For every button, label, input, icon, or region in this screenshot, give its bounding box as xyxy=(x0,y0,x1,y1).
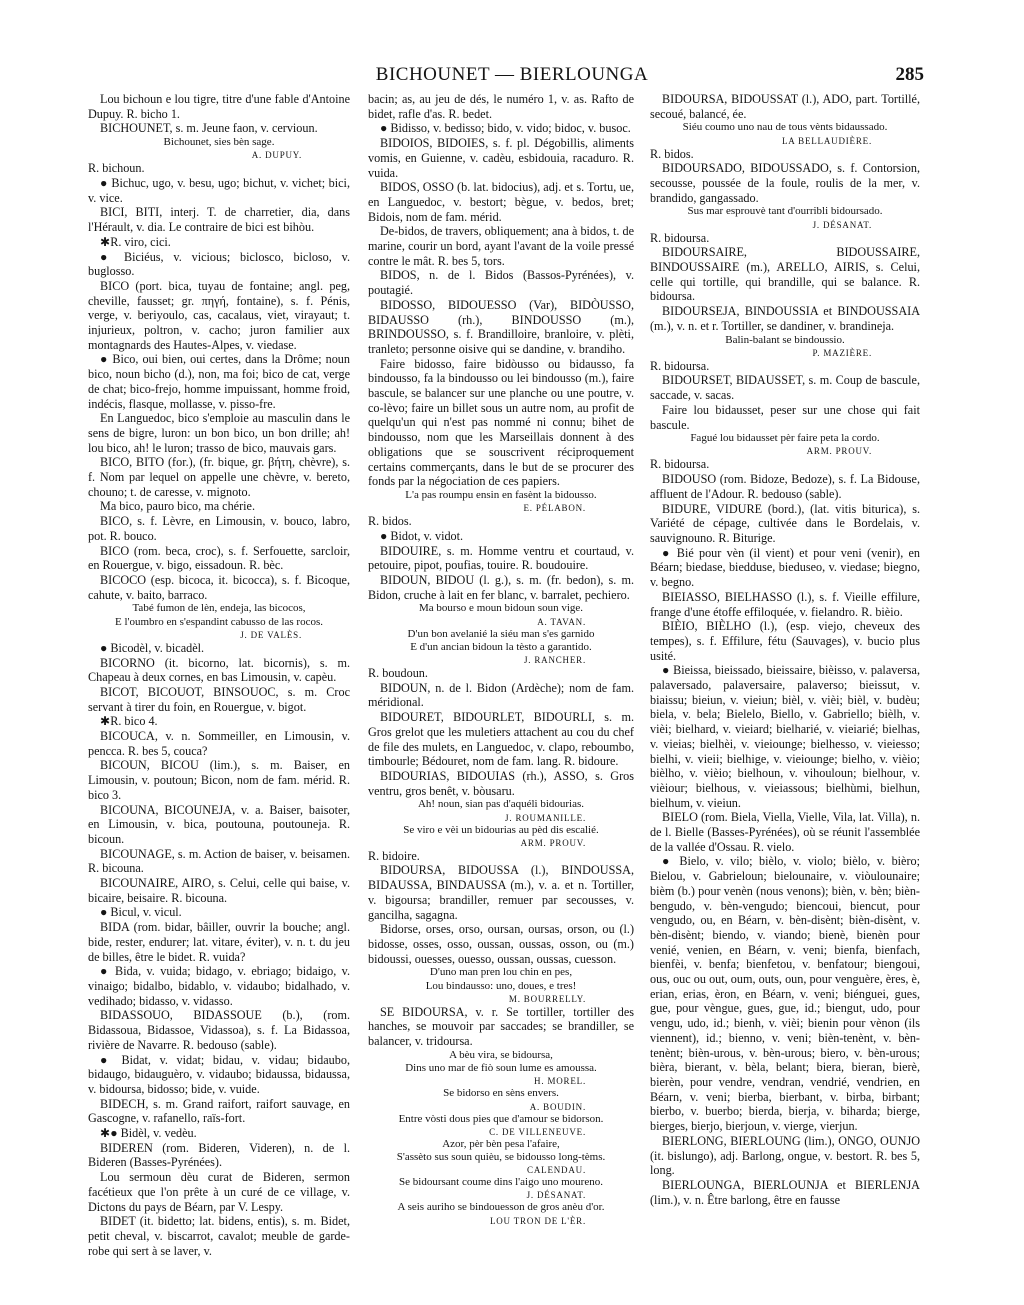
quotation-line: Ma bourso e moun bidoun soun vige. xyxy=(418,602,584,615)
dictionary-entry: BIDOURSET, BIDAUSSET, s. m. Coup de bascule, saccade, v. sacas. xyxy=(650,373,920,403)
quotation-line: E l'oumbro en s'espandint cabusso de las rocos. xyxy=(114,615,324,628)
quotation-line: Dins uno mar de fiò soun lume es amoussa. xyxy=(405,1062,597,1075)
quotation-line: A seis auriho se bindouesson de gros anèu d'or. xyxy=(397,1201,605,1214)
etymology-reference: R. bichoun. xyxy=(88,161,145,176)
dictionary-entry: BIELO (rom. Biela, Viella, Vielle, Vila, lat. Villa), n. de l. Bielle (Basses-Pyrénées), où se réunit l'assemblée de la vallée d'Ossau. R. vielo. xyxy=(650,810,920,854)
quotation-attribution: A. TAVAN. xyxy=(537,616,586,627)
dictionary-entry: Ma bico, pauro bico, ma chérie. xyxy=(100,499,255,514)
dictionary-entry: De-bidos, de travers, obliquement; ana à bidos, t. de marine, courir un bord, ayant l'avant de la voile pressé contre le mât. R. bes 5, tors. xyxy=(368,224,634,268)
quotation-line: Tabé fumon de lèn, endeja, las bicocos, xyxy=(132,602,306,615)
dictionary-entry: ● Bico, oui bien, oui certes, dans la Drôme; noun bico, noun bicho (d.), non, ma foi; bico de cat, verge de chat; bico-frejo, homme impuissant, homme froid, indécis, flasque, mollasse, v. pisso-fre. xyxy=(88,352,350,411)
dictionary-entry: ✱R. bico 4. xyxy=(100,714,158,729)
dictionary-entry: BICOUN, BICOU (lim.), s. m. Baiser, en Limousin, v. poutoun; Bicon, nom de fam. mérid. R. bico 3. xyxy=(88,758,350,802)
dictionary-entry: BIDOURSAIRE, BIDOUSSAIRE, BINDOUSSAIRE (m.), ARELLO, AIRIS, s. Celui, celle qui tortille, qui brandille, qui se balance. R. bidoursa. xyxy=(650,245,920,304)
dictionary-entry: BICOT, BICOUOT, BINSOUOC, s. m. Croc servant à tirer du foin, en Rouergue, v. bigot. xyxy=(88,684,350,714)
dictionary-entry: Lou sermoun dèu curat de Bideren, sermon facétieux que l'on prête à un curé de ce village, v. Dictons du pays de Béarn, par V. Lespy. xyxy=(88,1170,350,1214)
quotation-line: D'un bon avelanié la siéu man s'es garnido xyxy=(407,627,595,640)
dictionary-entry: Lou bichoun e lou tigre, titre d'une fable d'Antoine Dupuy. R. bicho 1. xyxy=(88,92,350,121)
dictionary-entry: BIDECH, s. m. Grand raifort, raifort sauvage, en Gascogne, v. rafanello, raïs-fort. xyxy=(88,1096,350,1126)
etymology-reference: R. boudoun. xyxy=(368,666,428,681)
quotation-line: Entre vòsti dous pies que d'amour se bidorson. xyxy=(398,1112,604,1125)
quotation-line: Fagué lou bidausset pèr faire peta la cordo. xyxy=(690,432,880,445)
quotation-attribution: LA BELLAUDIÈRE. xyxy=(782,135,872,146)
dictionary-entry: Faire bidosso, faire bidòusso ou bidausso, fa bindousso, fa la bindousso ou lei bindousso (m.), faire bascule, se balancer sur une planche ou une poutre, v. co-lèvo; faire un billet sous un autre nom, au profit de quelqu'un qui n'est pas nommé ni connu; bihet de bindousso, nom que les Marseillais donnent à des obligations que se souscrivent réciproquement certains commerçants, dans le but de se procurer des fonds par la négociation de ces papiers. xyxy=(368,356,634,489)
dictionary-entry: BIDOIOS, BIDOIES, s. f. pl. Dégobillis, aliments vomis, en Guienne, v. cadèu, esbidouia, racaduro. R. vuida. xyxy=(368,136,634,180)
column-right xyxy=(650,92,920,1207)
running-head xyxy=(0,64,1024,88)
quotation-line: Sus mar esprouvè tant d'ourribli bidoursado. xyxy=(687,205,883,218)
dictionary-entry: BICI, BITI, interj. T. de charretier, dia, dans l'Hérault, v. dia. Le contraire de bici est bihòu. xyxy=(88,205,350,235)
quotation-attribution: J. DÉSANAT. xyxy=(526,1190,586,1201)
dictionary-entry: BICOUCA, v. n. Sommeiller, en Limousin, v. pencca. R. bes 5, couca? xyxy=(88,729,350,758)
dictionary-entry: BIDOUSO (rom. Bidoze, Bedoze), s. f. La Bidouse, affluent de l'Adour. R. bedouso (sable). xyxy=(650,472,920,501)
quotation-line: Se bidoursant coume dins l'aigo uno moureno. xyxy=(399,1176,603,1189)
quotation-attribution: A. DUPUY. xyxy=(251,150,302,161)
quotation-line: Siéu coumo uno nau de tous vènts bidaussado. xyxy=(682,121,888,134)
etymology-reference: bacin; as, au jeu de dés, le numéro 1, v. as. Rafto de bidet, rafle d'as. R. bedet. xyxy=(368,92,634,121)
dictionary-entry: BIDOURSADO, BIDOUSSADO, s. f. Contorsion, secousse, poussée de la foule, roulis de la mer, v. brandido, gangassado. xyxy=(650,161,920,205)
etymology-reference: R. bidoire. xyxy=(368,848,420,863)
dictionary-entry: BIERLONG, BIERLOUNG (lim.), ONGO, OUNJO (it. bislungo), adj. Barlong, ongue, v. bestort. R. bes 5, long. xyxy=(650,1133,920,1178)
quotation-line: Azor, pèr bèn pesa l'afaire, xyxy=(442,1137,560,1150)
dictionary-entry: ● Bida, v. vuida; bidago, v. ebriago; bidaigo, v. vinaigo; bidalbo, bidablo, v. vidaubo; bidalhado, v. vedihado; bidasso, v. vidasso. xyxy=(88,964,350,1008)
dictionary-entry: ● Bidat, v. vidat; bidau, v. vidau; bidaubo, bidaugo, bidauguèro, v. vidaubo; bidaussa, bidaussa, v. bidoursa, bidosso; bide, v. vuide. xyxy=(88,1052,350,1096)
quotation-line: Ah! noun, sian pas d'aquéli bidourias. xyxy=(417,798,585,811)
dictionary-entry: BICORNO (it. bicorno, lat. bicornis), s. m. Chapeau à deux cornes, en bas Limousin, v. capèu. xyxy=(88,655,350,685)
quotation-attribution: H. MOREL. xyxy=(534,1076,586,1087)
column-middle xyxy=(368,92,634,1227)
quotation-attribution: A. BOUDIN. xyxy=(529,1101,586,1112)
quotation-line: Balin-balant se bindoussio. xyxy=(725,333,845,346)
quotation-attribution: ARM. PROUV. xyxy=(806,446,872,457)
dictionary-entry: BICOUNA, BICOUNEJA, v. a. Baiser, baisoter, en Limousin, v. bica, poutouna, poutouneja. R. bicoun. xyxy=(88,802,350,846)
quotation-attribution: ARM. PROUV. xyxy=(520,837,586,848)
quotation-line: L'a pas roumpu ensin en fasènt la bidousso. xyxy=(405,488,597,501)
etymology-reference: R. bidoursa. xyxy=(650,457,710,472)
dictionary-entry: ● Bichuc, ugo, v. besu, ugo; bichut, v. vichet; bici, v. vice. xyxy=(88,176,350,205)
column-left xyxy=(88,92,350,1258)
quotation-attribution: E. PÉLABON. xyxy=(523,503,586,514)
dictionary-entry: ● Bidot, v. vidot. xyxy=(380,528,464,543)
dictionary-entry: ● Bicodèl, v. bicadèl. xyxy=(100,640,205,655)
quotation-attribution: J. DÉSANAT. xyxy=(812,219,872,230)
dictionary-entry: BICO, BITO (for.), (fr. bique, gr. βήτη, chèvre), s. f. Nom par lequel on appelle une chèvre, v. bereto, chouno; t. de caresse, v. mignoto. xyxy=(88,455,350,499)
dictionary-entry: BIDOURSA, BIDOUSSA (l.), BINDOUSSA, BIDAUSSA, BINDAUSSA (m.), v. a. et n. Tortiller, v. bigoursa; brandiller, remuer par secousses, v. gancilha, sagagna. xyxy=(368,863,634,922)
dictionary-entry: BIERLOUNGA, BIERLOUNJA et BIERLENJA (lim.), v. n. Être barlong, être en fausse xyxy=(650,1177,920,1207)
dictionary-entry: BIEIASSO, BIELHASSO (l.), s. f. Vieille effilure, frange d'une étoffe effiloquée, v. fielandro. R. bièio. xyxy=(650,589,920,619)
quotation-attribution: J. RANCHER. xyxy=(523,655,586,666)
quotation-line: A bèu vira, se bidoursa, xyxy=(449,1048,553,1061)
dictionary-entry: Faire lou bidausset, peser sur une chose qui fait bascule. xyxy=(650,402,920,432)
dictionary-entry: BICO (port. bica, tuyau de fontaine; angl. peg, cheville, fausset; gr. πηγή, fontaine), s. f. Pénis, verge, v. beriyoulo, cas, cacalaus, viet, virayaut; t. injurieux, poltron, v. cacho; juron familier aux montagnards des Hautes-Alpes, v. viedase. xyxy=(88,278,350,352)
quotation-attribution: CALENDAU. xyxy=(527,1165,586,1176)
dictionary-entry: ● Bielo, v. vilo; bièlo, v. violo; bièlo, v. bièro; Bielou, v. Gabrieloun; bielounaire, v. viòulounaire; bièm (b.) pour venèn (nous venons); bièn, v. bèn; bièn-bengudo, v. bèn-vengudo; biencoui, biencut, pour vengudo, ou, en Béarn, v. bèn-disènt; bièn-disènt, v. bèn-disènt; biendo, v. viando; bienè, bienèn pour venié, venien, en Béarn, v. veni; bienfa, bienfach, bienfèi, v. benfa; bienfetou, v. benfatour; biengoui, ous, ouc ou out, oum, outs, oun, pour venguère, ères, è, erian, erias, èron, en Béarn, v. veni; biénguei, gues, gue, pour vèngue, gues, gue, id.; biengut, udo, pour vengu, udo, id.; bienh, v. vièi; bienin pour vènon (ils viennent), id.; bienno, v. veni; bièn-tenènt, v. bèn-tenènt; bièn-urous, v. bèn-urous; biero, v. bèn-urous; bièra, bierant, v. bèla, belant; biera, bieran, bierè, bierèn, pour vendre, vendran, vendrié, vendrien, en Béarn, v. veni; bierba, bierbant, v. birba, birbant; bierbo, v. buerbo; bierda, bierja, v. biharda; bierge, bierges, bierjo, bierjoun, v. vierge, vierjun. xyxy=(650,854,920,1134)
etymology-reference: R. bidos. xyxy=(368,514,412,529)
dictionary-entry: BICOUNAIRE, AIRO, s. Celui, celle qui baise, v. bicaire, beisaire. R. bicouna. xyxy=(88,876,350,905)
dictionary-entry: ✱● Bidèl, v. vedèu. xyxy=(100,1126,197,1141)
dictionary-entry: BIDOURIAS, BIDOUIAS (rh.), ASSO, s. Gros ventru, gros benêt, v. bòusaru. xyxy=(368,768,634,798)
dictionary-entry: BIDEREN (rom. Bideren, Videren), n. de l. Bideren (Basses-Pyrénées). xyxy=(88,1140,350,1170)
quotation-attribution: P. MAZIÈRE. xyxy=(812,347,872,358)
dictionary-entry: BICOUNAGE, s. m. Action de baiser, v. beisamen. R. bicouna. xyxy=(88,846,350,876)
quotation-attribution: J. DE VALÈS. xyxy=(240,629,302,640)
dictionary-entry: BICO (rom. beca, croc), s. f. Serfouette, sarcloir, en Rouergue, v. bigo, eissadoun. R. bèc. xyxy=(88,543,350,573)
dictionary-entry: ● Bicul, v. vicul. xyxy=(100,905,182,920)
dictionary-entry: BIDOURSA, BIDOUSSAT (l.), ADO, part. Tortillé, secoué, balancé, ée. xyxy=(650,92,920,121)
dictionary-entry: BIDASSOUO, BIDASSOUE (b.), (rom. Bidassoua, Bidassoe, Vidassoa), s. f. La Bidassoa, rivière de Navarre. R. bedouso (sable). xyxy=(88,1008,350,1052)
dictionary-entry: BIDOS, OSSO (b. lat. bidocius), adj. et s. Tortu, ue, en Languedoc, v. bestort; bègue, v. bedos, bret; Bidois, nom de fam. mérid. xyxy=(368,180,634,224)
dictionary-entry: ● Bidisso, v. bedisso; bido, v. vido; bidoc, v. busoc. xyxy=(380,121,631,136)
dictionary-entry: BIDOUN, n. de l. Bidon (Ardèche); nom de fam. méridional. xyxy=(368,680,634,710)
dictionary-entry: BIDET (it. bidetto; lat. bidens, entis), s. m. Bidet, petit cheval, v. biscarrot, cavalot; meuble de garde-robe qui sert à se laver, v. xyxy=(88,1214,350,1258)
quotation-line: Se bidorso en sèns envers. xyxy=(443,1087,559,1100)
quotation-attribution: C. DE VILLENEUVE. xyxy=(489,1126,586,1137)
dictionary-entry: BIÈIO, BIÈLHO (l.), (esp. viejo, cheveux des tempes), s. f. Effilure, fétu (Sauvages), v. bucio plus usité. xyxy=(650,619,920,663)
dictionary-entry: BIDOSSO, BIDOUESSO (Var), BIDÒUSSO, BIDAUSSO (rh.), BINDOUSSO (m.), BRINDOUSSO, s. f. Brandilloire, branloire, v. plèti, tranleto; personne oisive qui se dandine, v. brandiho. xyxy=(368,297,634,356)
dictionary-entry: BIDOURET, BIDOURLET, BIDOURLI, s. m. Gros grelot que les muletiers attachent au cou du chef de file des mulets, en Languedoc, v. clapo, reboumbo, timbourle; Bédouret, nom de fam. lang. R. bidoure. xyxy=(368,710,634,769)
dictionary-entry: BICOCO (esp. bicoca, it. bicocca), s. f. Bicoque, cahute, v. baito, barraco. xyxy=(88,573,350,602)
page-title: BICHOUNET — BIERLOUNGA xyxy=(375,64,649,85)
dictionary-entry: BIDOURSEJA, BINDOUSSIA et BINDOUSSAIA (m.), v. n. et r. Tortiller, se dandiner, v. brandineja. xyxy=(650,304,920,333)
dictionary-entry: ● Bieissa, bieissado, bieissaire, bièisso, v. palaversa, palaversado, palaversaire, palaverso; bieissut, v. biaissu; bieiun, v. vieiun; bièl, v. vièi; bièl, v. budèu; biela, v. bela; Bielelo, Biello, v. Gabriello; bièlh, v. vièi; bielhard, v. vieiard; bielharié, v. vieiarié; bielhas, v. vieias; bielhèi, v. vieiounge; bielhesso, v. vieiesso; bielhi, v. vieii; bielhige, v. vieiounge; bielho, v. vièio; bièlho, v. vièio; bielhoun, v. vihouloun; bielhour, v. vièiour; bielhous, v. vieiassous; bielhùmi, bielhun, bielhum, v. vieiun. xyxy=(650,663,920,810)
dictionary-entry: BICHOUNET, s. m. Jeune faon, v. cervioun. xyxy=(100,121,318,136)
dictionary-entry: BIDURE, VIDURE (bord.), (lat. vitis biturica), s. Variété de cépage, cultivée dans le Bordelais, v. sauvignouno. R. Biturige. xyxy=(650,501,920,545)
dictionary-entry: ● Biciéus, v. vicious; biclosco, bicloso, v. buglosso. xyxy=(88,249,350,279)
quotation-attribution: M. BOURRELLY. xyxy=(508,993,586,1004)
quotation-line: Bichounet, sies bèn sage. xyxy=(163,136,275,149)
quotation-attribution: J. ROUMANILLE. xyxy=(505,812,586,823)
dictionary-entry: ● Bié pour vèn (il vient) et pour veni (venir), en Béarn; biedase, biedduse, bieduseo, v. viedase; biegno, v. begno. xyxy=(650,545,920,590)
etymology-reference: R. bidoursa. xyxy=(650,358,710,373)
quotation-line: E d'un ancian bidoun la tèsto a garantido. xyxy=(410,640,592,653)
dictionary-entry: BIDOUIRE, s. m. Homme ventru et courtaud, v. petouire, pipot, poufias, touire. R. boudouire. xyxy=(368,543,634,573)
quotation-line: Se viro e vèi un bidourias au pèd dis escalié. xyxy=(403,823,599,836)
quotation-line: Lou bindausso: uno, doues, e tres! xyxy=(425,979,577,992)
dictionary-entry: ✱R. viro, cici. xyxy=(100,234,171,249)
dictionary-entry: BIDOS, n. de l. Bidos (Bassos-Pyrénées), v. poutagié. xyxy=(368,268,634,298)
etymology-reference: R. bidos. xyxy=(650,146,694,161)
quotation-line: S'assèto sus soun quièu, se bidousso long-tèms. xyxy=(396,1150,606,1163)
dictionary-entry: BICO, s. f. Lèvre, en Limousin, v. bouco, labro, pot. R. bouco. xyxy=(88,514,350,543)
dictionary-entry: BIDA (rom. bidar, bâiller, ouvrir la bouche; angl. bide, rester, endurer; lat. vitare, éviter), v. n. t. du jeu de billes, être le bidet. R. vuida? xyxy=(88,920,350,964)
dictionary-entry: BIDOUN, BIDOU (l. g.), s. m. (fr. bedon), s. m. Bidon, cruche à lait en fer blanc, v. barralet, pechiero. xyxy=(368,573,634,602)
quotation-line: D'uno man pren lou chin en pes, xyxy=(429,966,573,979)
page-number: 285 xyxy=(895,64,924,85)
dictionary-entry: SE BIDOURSA, v. r. Se tortiller, tortiller des hanches, se mouvoir par saccades; se brandiller, se balancer, v. tridoursa. xyxy=(368,1004,634,1049)
quotation-attribution: LOU TRON DE L'ÈR. xyxy=(489,1215,586,1226)
etymology-reference: R. bidoursa. xyxy=(650,230,710,245)
dictionary-entry: Bidorse, orses, orso, oursan, oursas, orson, ou (l.) bidosse, osses, osso, oussan, oussas, osson, ou (m.) bidoussi, ouesses, ouesso, oussan, oussas, cuesson. xyxy=(368,922,634,966)
dictionary-entry: En Languedoc, bico s'emploie au masculin dans le sens de bigre, luron: un bon bico, un bon drille; ah! lou bico, ah! le luron; trasso de bico, mauvais gars. xyxy=(88,411,350,455)
